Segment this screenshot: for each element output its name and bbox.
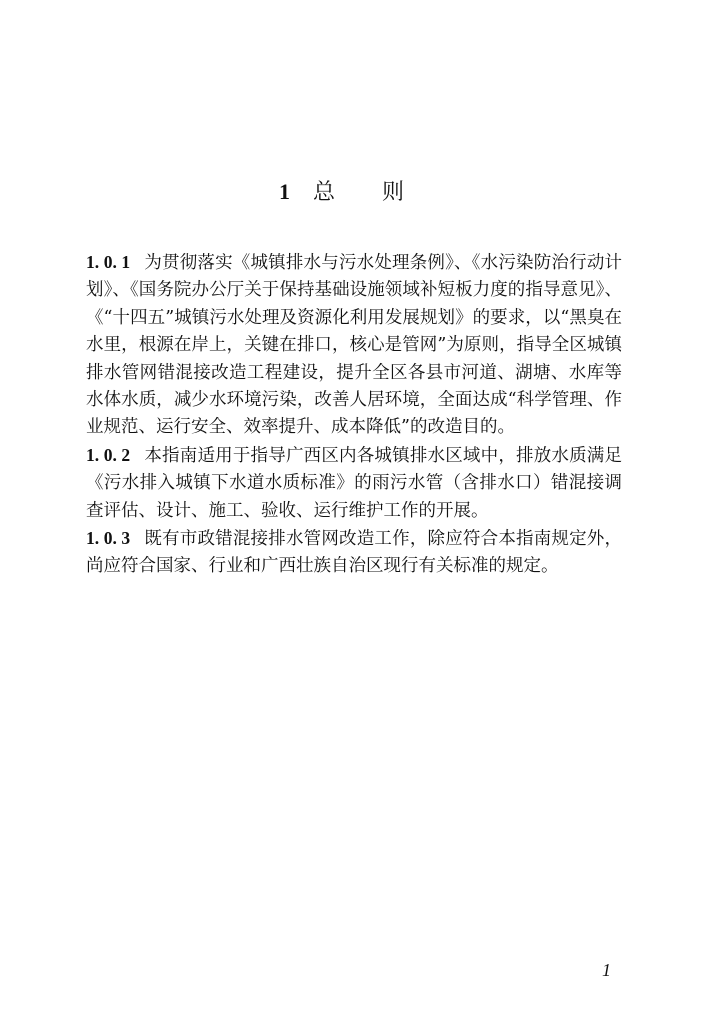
clause-number: 1. 0. 3 xyxy=(86,528,131,549)
clause-number: 1. 0. 2 xyxy=(86,444,131,465)
clause-1-0-3 xyxy=(86,525,622,581)
chapter-title xyxy=(0,176,703,209)
clause-text: 本指南适用于指导广西区内各城镇排水区域中，排放水质满足《污水排入城镇下水道水质标准》的雨污水管（含排水口）错混接调查评估、设计、施工、验收、运行维护工作的开展。 xyxy=(86,445,623,521)
page-number: 1 xyxy=(602,960,611,980)
clause-1-0-2 xyxy=(86,442,622,525)
chapter-title-text: 总 则 xyxy=(313,180,424,205)
chapter-number: 1 xyxy=(279,179,291,204)
clause-number: 1. 0. 1 xyxy=(86,252,131,272)
clause-1-0-1 xyxy=(86,249,622,442)
body-text xyxy=(86,249,622,581)
clause-text: 既有市政错混接排水管网改造工作，除应符合本指南规定外，尚应符合国家、行业和广西壮族自治区现行有关标准的规定。 xyxy=(86,529,623,577)
clause-text: 为贯彻落实《城镇排水与污水处理条例》、《水污染防治行动计划》、《国务院办公厅关于保持基础设施领域补短板力度的指导意见》、《“十四五”城镇污水处理及资源化利用发展规划》的要求，以“黑臭在水里，根源在岸上，关键在排口，核心是管网”为原则，指导全区城镇排水管网错混接改造工程建设，提升全区各县市河道、湖塘、水库等水体水质，减少水环境污染，改善人居环境，全面达成“科学管理、作业规范、运行安全、效率提升、成本降低”的改造目的。 xyxy=(86,253,623,438)
